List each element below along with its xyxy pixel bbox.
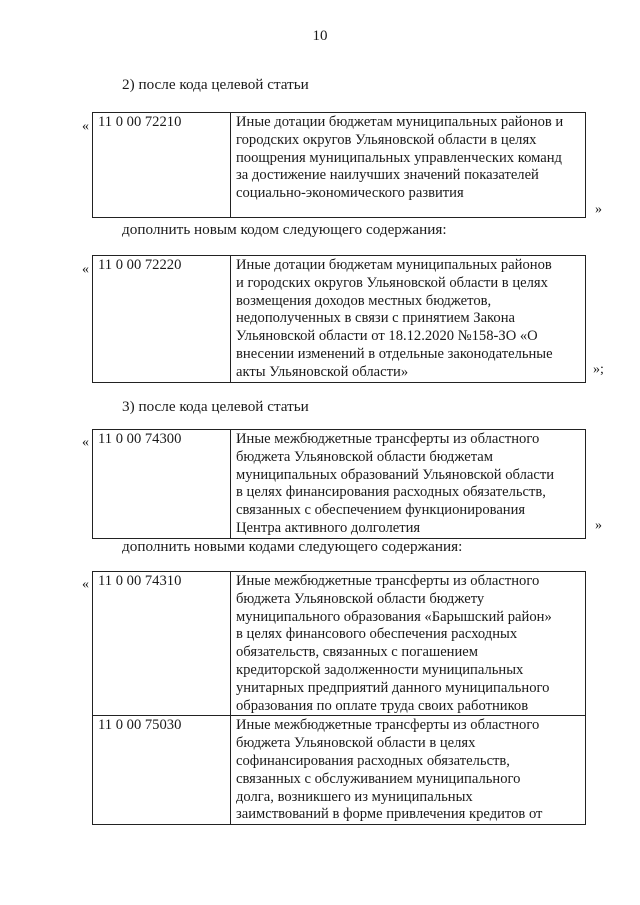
- open-quote: «: [82, 435, 89, 450]
- close-quote-semicolon: »;: [593, 362, 604, 377]
- description-line: образования по оплате труда своих работников: [236, 697, 529, 714]
- description-line: связанных с обеспечением функционирования: [236, 502, 526, 519]
- code-cell: 11 0 00 75030: [93, 716, 231, 825]
- close-quote: »: [595, 518, 602, 533]
- code-table-new-rows: [92, 571, 586, 825]
- description-line: Иные дотации бюджетам муниципальных районов: [236, 257, 552, 273]
- open-quote: «: [82, 577, 89, 592]
- code-table-72210: [92, 112, 586, 218]
- item3-intro: 3) после кода целевой статьи: [122, 398, 309, 415]
- description-line: связанных с обслуживанием муниципального: [236, 770, 521, 787]
- description-line: городских округов Ульяновской области в целях: [236, 131, 537, 148]
- description-line: бюджета Ульяновской области в целях: [236, 735, 476, 752]
- open-quote: «: [82, 262, 89, 277]
- description-line: в целях финансирования расходных обязательств,: [236, 484, 546, 501]
- description-line: Иные межбюджетные трансферты из областного: [236, 573, 540, 589]
- code-cell: 11 0 00 74300: [93, 430, 231, 539]
- open-quote: «: [82, 119, 89, 134]
- description-cell: [231, 430, 586, 539]
- description-line: в целях финансового обеспечения расходных: [236, 626, 518, 643]
- table-row: [93, 113, 586, 218]
- description-line: софинансирования расходных обязательств,: [236, 752, 510, 769]
- code-cell: 11 0 00 72210: [93, 113, 231, 218]
- description-line: возмещения доходов местных бюджетов,: [236, 292, 492, 309]
- description-line: акты Ульяновской области»: [236, 363, 409, 380]
- description-line: Центра активного долголетия: [236, 519, 421, 536]
- table-row: [93, 256, 586, 383]
- description-line: Иные дотации бюджетам муниципальных районов и: [236, 114, 564, 130]
- description-line: Иные межбюджетные трансферты из областного: [236, 431, 540, 447]
- description-cell: [231, 256, 586, 383]
- item2-intro: 2) после кода целевой статьи: [122, 76, 309, 93]
- table-row: [93, 572, 586, 716]
- description-line: долга, возникшего из муниципальных: [236, 788, 473, 805]
- description-cell: [231, 716, 586, 825]
- code-cell: 11 0 00 74310: [93, 572, 231, 716]
- description-line: кредиторской задолженности муниципальных: [236, 661, 524, 678]
- close-quote: »: [595, 202, 602, 217]
- description-line: муниципальных образований Ульяновской области: [236, 466, 555, 483]
- description-line: поощрения муниципальных управленческих команд: [236, 149, 562, 166]
- description-line: бюджета Ульяновской области бюджету: [236, 590, 485, 607]
- item3-addition-text: дополнить новыми кодами следующего содержания:: [122, 538, 463, 555]
- description-line: социально-экономического развития: [236, 185, 464, 202]
- code-table-74300: [92, 429, 586, 539]
- description-line: Иные межбюджетные трансферты из областного: [236, 717, 540, 734]
- description-line: муниципального образования «Барышский район»: [236, 608, 552, 625]
- table-row: [93, 716, 586, 825]
- description-line: недополученных в связи с принятием Закона: [236, 310, 515, 327]
- description-line: и городских округов Ульяновской области в целях: [236, 274, 548, 291]
- description-line: обязательств, связанных с погашением: [236, 644, 479, 661]
- description-line: бюджета Ульяновской области бюджетам: [236, 448, 493, 465]
- code-cell: 11 0 00 72220: [93, 256, 231, 383]
- description-line: унитарных предприятий данного муниципального: [236, 679, 550, 696]
- description-line: заимствований в форме привлечения кредитов от: [236, 806, 543, 823]
- description-line: Ульяновской области от 18.12.2020 №158-ЗО «О: [236, 328, 538, 345]
- page-number: 10: [312, 28, 328, 44]
- table-row: [93, 430, 586, 539]
- description-line: внесении изменений в отдельные законодательные: [236, 345, 553, 362]
- description-cell: [231, 113, 586, 218]
- item2-addition-text: дополнить новым кодом следующего содержания:: [122, 221, 447, 238]
- description-cell: [231, 572, 586, 716]
- description-line: за достижение наилучших значений показателей: [236, 167, 539, 184]
- code-table-72220: [92, 255, 586, 383]
